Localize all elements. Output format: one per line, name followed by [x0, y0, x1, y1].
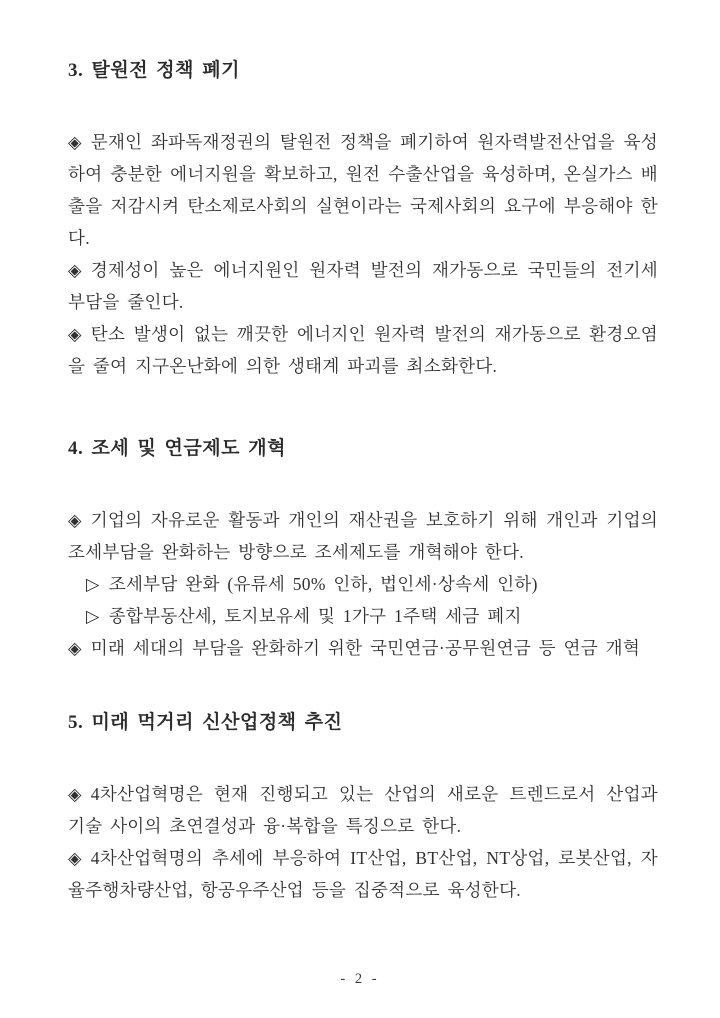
bullet-item: [68, 318, 658, 382]
bullet-item: [68, 126, 658, 254]
section-heading: 3. 탈원전 정책 폐기: [68, 60, 240, 81]
section-heading: 4. 조세 및 연금제도 개혁: [68, 438, 286, 459]
diamond-bullet-icon: ◈: [68, 324, 82, 344]
page-footer: [0, 971, 720, 988]
section-body: [68, 778, 658, 906]
item-text: 기업의 자유로운 활동과 개인의 재산권을 보호하기 위해 개인과 기업의 조세부담을 완화하는 방향으로 조세제도를 개혁해야 한다.: [68, 510, 658, 562]
item-text: 경제성이 높은 에너지원인 원자력 발전의 재가동으로 국민들의 전기세 부담을 줄인다.: [68, 260, 658, 312]
diamond-bullet-icon: ◈: [68, 510, 82, 530]
item-text: 4차산업혁명은 현재 진행되고 있는 산업의 새로운 트렌드로서 산업과 기술 사이의 초연결성과 융·복합을 특징으로 한다.: [68, 784, 658, 836]
section-new-industry-policy: [68, 710, 658, 906]
bullet-item: [68, 842, 658, 906]
bullet-item: [68, 632, 658, 664]
diamond-bullet-icon: ◈: [68, 638, 82, 658]
bullet-item: [68, 504, 658, 568]
bullet-item: [68, 778, 658, 842]
diamond-bullet-icon: ◈: [68, 848, 82, 868]
section-tax-pension-reform: [68, 436, 658, 664]
section-nuclear-policy: [68, 58, 658, 382]
item-text: 4차산업혁명의 추세에 부응하여 IT산업, BT산업, NT상업, 로봇산업, 자율주행차량산업, 항공우주산업 등을 집중적으로 육성한다.: [68, 848, 658, 900]
diamond-bullet-icon: ◈: [68, 260, 82, 280]
triangle-bullet-icon: ▷: [86, 574, 100, 594]
item-text: 미래 세대의 부담을 완화하기 위한 국민연금·공무원연금 등 연금 개혁: [90, 638, 641, 658]
section-heading: 5. 미래 먹거리 신산업정책 추진: [68, 712, 343, 733]
section-body: [68, 126, 658, 382]
section-body: [68, 504, 658, 664]
sub-bullet-item: [68, 568, 658, 600]
diamond-bullet-icon: ◈: [68, 784, 82, 804]
triangle-bullet-icon: ▷: [86, 606, 100, 626]
item-text: 조세부담 완화 (유류세 50% 인하, 법인세·상속세 인하): [108, 574, 538, 594]
bullet-item: [68, 254, 658, 318]
item-text: 문재인 좌파독재정권의 탈원전 정책을 폐기하여 원자력발전산업을 육성하여 충분한 에너지원을 확보하고, 원전 수출산업을 육성하며, 온실가스 배출을 저감시켜 탄소제로사회의 실현이라는 국제사회의 요구에 부응해야 한다.: [68, 132, 658, 248]
sub-bullet-item: [68, 600, 658, 632]
page-number: - 2 -: [340, 971, 380, 987]
item-text: 탄소 발생이 없는 깨끗한 에너지인 원자력 발전의 재가동으로 환경오염을 줄여 지구온난화에 의한 생태계 파괴를 최소화한다.: [68, 324, 658, 376]
item-text: 종합부동산세, 토지보유세 및 1가구 1주택 세금 폐지: [108, 606, 522, 626]
diamond-bullet-icon: ◈: [68, 132, 82, 152]
